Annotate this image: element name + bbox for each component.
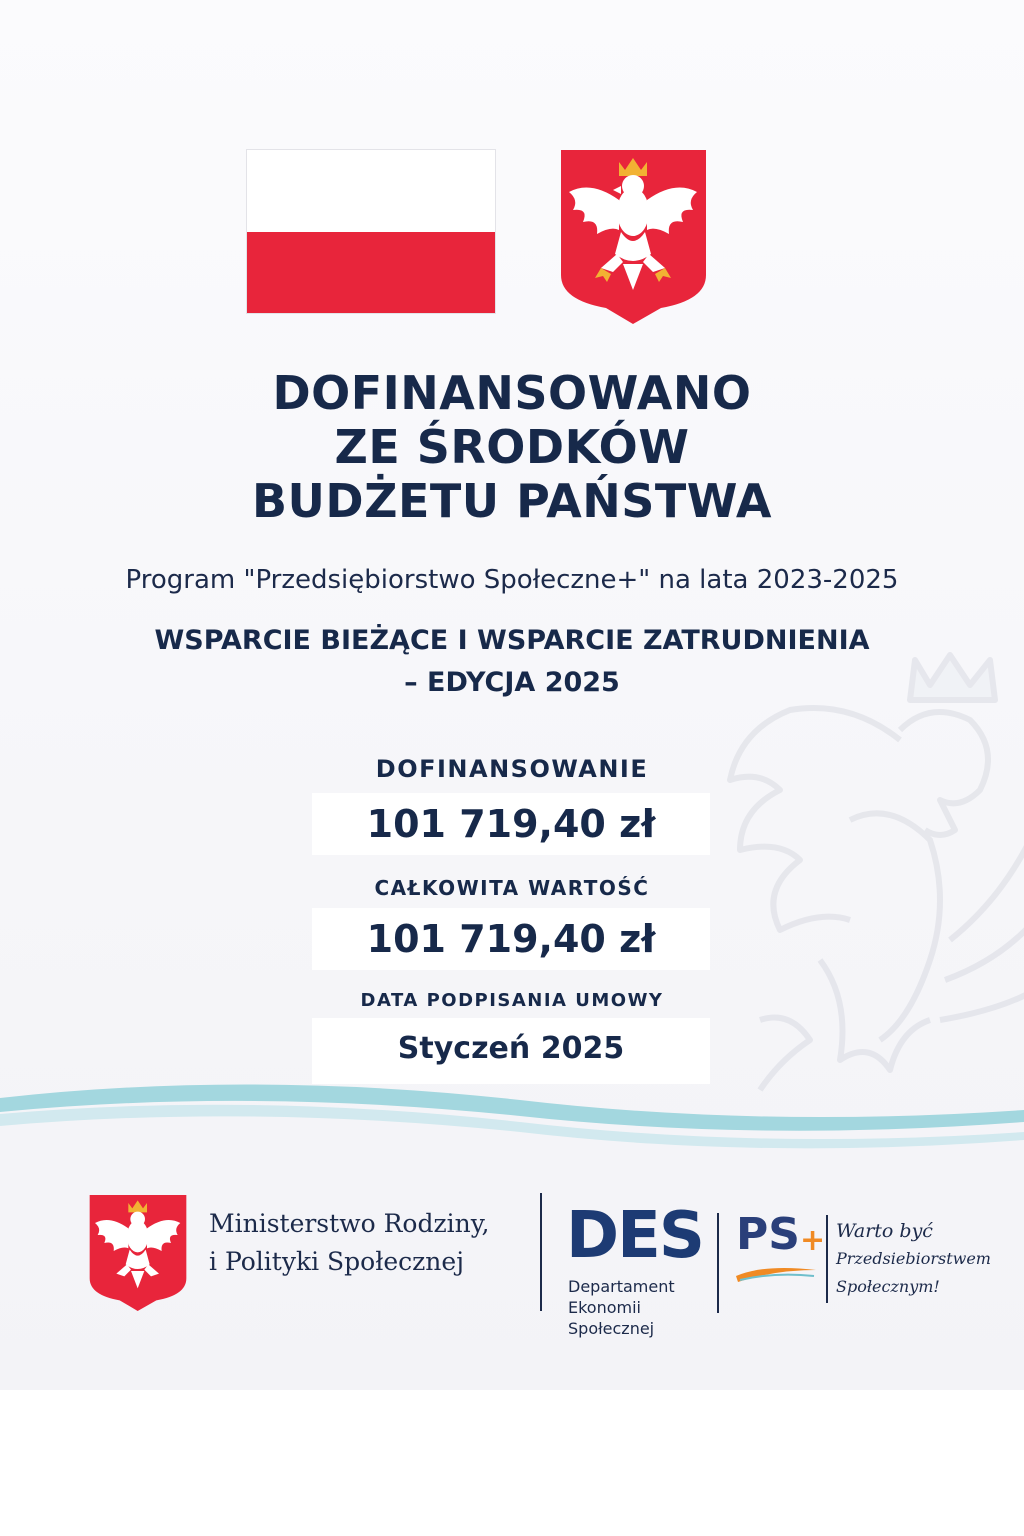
ministry-name xyxy=(209,1205,539,1281)
headline xyxy=(112,366,912,528)
des-logo: DES xyxy=(566,1199,703,1273)
total-value-label: CAŁKOWITA WARTOŚĆ xyxy=(374,876,650,900)
ministry-line-2: i Polityki Społecznej xyxy=(209,1247,464,1276)
funding-label: DOFINANSOWANIE xyxy=(375,755,649,783)
subheading xyxy=(62,620,962,704)
slogan-line-1: Warto być xyxy=(836,1220,933,1242)
contract-date-value: Styczeń 2025 xyxy=(312,1018,710,1084)
ps-logo-plus: + xyxy=(799,1223,826,1258)
ministry-eagle-emblem-icon xyxy=(88,1195,188,1311)
flag-white-stripe xyxy=(247,150,495,232)
slogan-line-2: Przedsiebiorstwem xyxy=(836,1249,991,1268)
subheading-line-1: WSPARCIE BIEŻĄCE I WSPARCIE ZATRUDNIENIA xyxy=(154,625,870,656)
program-title: Program "Przedsiębiorstwo Społeczne+" na lata 2023-2025 xyxy=(125,565,899,595)
footer-divider xyxy=(717,1213,719,1313)
ps-logo-text: PS xyxy=(736,1209,800,1260)
ministry-line-1: Ministerstwo Rodziny, xyxy=(209,1209,490,1238)
decorative-wave xyxy=(0,1070,1024,1170)
polish-flag-icon xyxy=(247,150,495,313)
slogan-line-3: Społecznym! xyxy=(836,1277,940,1296)
ps-swoosh-icon xyxy=(734,1262,818,1284)
des-line-3: Społecznej xyxy=(568,1319,655,1338)
des-line-1: Departament xyxy=(568,1277,675,1296)
total-value: 101 719,40 zł xyxy=(312,908,710,970)
headline-line-2: ZE ŚRODKÓW xyxy=(334,420,690,474)
polish-eagle-emblem-icon xyxy=(561,150,706,324)
eagle-watermark-icon xyxy=(700,640,1024,1140)
footer-divider xyxy=(826,1215,828,1303)
funding-value: 101 719,40 zł xyxy=(312,793,710,855)
des-line-2: Ekonomii xyxy=(568,1298,641,1317)
flag-red-stripe xyxy=(247,232,495,314)
headline-line-1: DOFINANSOWANO xyxy=(272,366,752,420)
headline-line-3: BUDŻETU PAŃSTWA xyxy=(252,474,772,528)
des-department-name xyxy=(568,1276,675,1339)
footer-divider xyxy=(540,1193,542,1311)
ps-slogan xyxy=(836,1218,1006,1300)
contract-date-label: DATA PODPISANIA UMOWY xyxy=(360,990,664,1011)
ps-plus-logo xyxy=(736,1210,825,1260)
subheading-line-2: – EDYCJA 2025 xyxy=(404,667,620,698)
